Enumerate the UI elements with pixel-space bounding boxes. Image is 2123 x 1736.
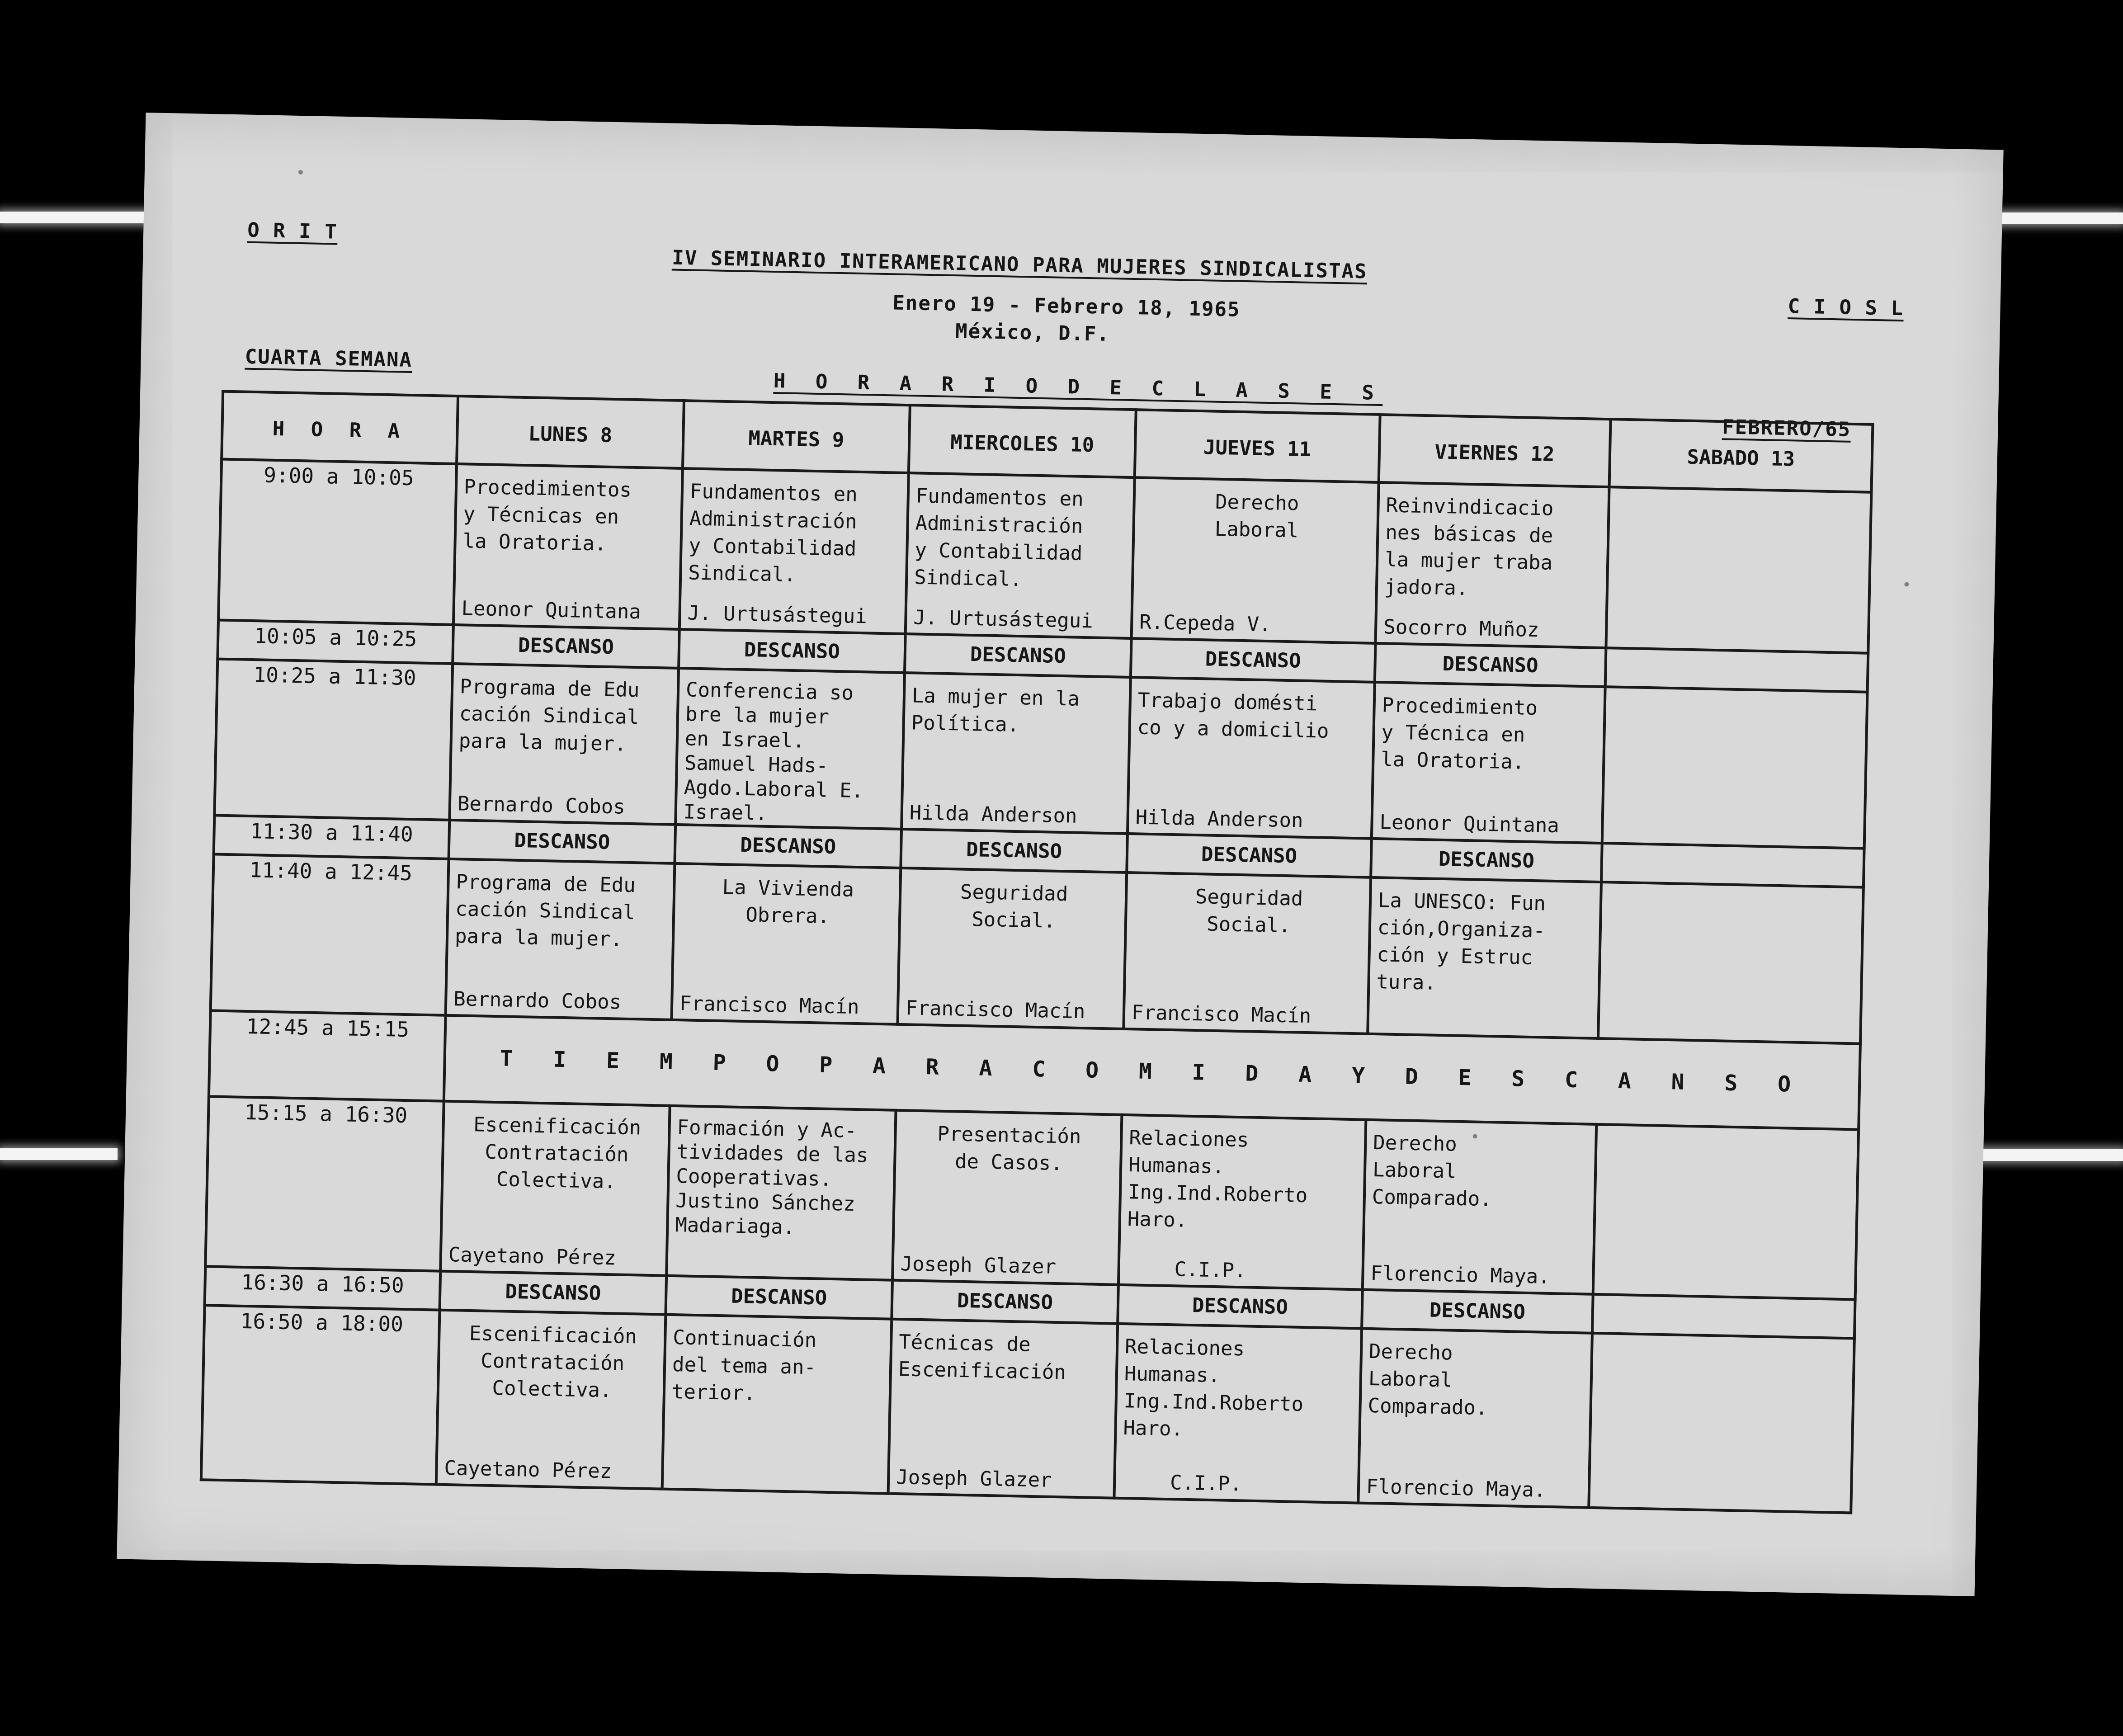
empty-cell (1589, 1333, 1854, 1513)
time-cell: 11:30 a 11:40 (214, 815, 450, 859)
schedule-subtitle: H O R A R I O D E C L A S E S (773, 369, 1383, 405)
day-header: LUNES 8 (457, 396, 684, 468)
class-cell: Formación y Ac- tividades de las Cooperativas. Justino Sánchez Madariaga. (666, 1106, 896, 1280)
class-cell: Programa de Edu cación Sindical para la mujer. Bernardo Cobos (446, 859, 675, 1020)
empty-cell (1601, 843, 1864, 887)
class-cell: Conferencia so bre la mujer en Israel. Samuel Hads- Agdo.Laboral E. Israel. (675, 668, 905, 829)
class-cell: Escenificación Contratación Colectiva. Cayetano Pérez (440, 1101, 670, 1276)
class-cell: Seguridad Social. Francisco Macín (1123, 873, 1371, 1034)
rest-cell: DESCANSO (1131, 638, 1376, 682)
time-cell: 9:00 a 10:05 (218, 459, 457, 625)
class-cell: Programa de Edu cación Sindical para la mujer. Bernardo Cobos (449, 664, 679, 825)
class-row (218, 459, 1871, 653)
month-label: FEBRERO/65 (1722, 415, 1851, 441)
rest-cell: DESCANSO (449, 820, 676, 863)
rest-cell: DESCANSO (1371, 839, 1602, 882)
empty-cell (1598, 882, 1864, 1044)
light-streak (0, 212, 163, 223)
class-row (205, 1096, 1859, 1299)
light-streak (0, 1148, 118, 1160)
class-cell: Derecho Laboral Comparado. Florencio Maya. (1358, 1329, 1592, 1508)
lunch-cell: T I E M P O P A R A C O M I D A Y D E S C A N S O (444, 1015, 1860, 1130)
rest-cell: DESCANSO (901, 829, 1128, 873)
time-cell: 16:50 a 18:00 (201, 1305, 440, 1484)
empty-cell (1592, 1294, 1855, 1339)
rest-cell: DESCANSO (439, 1271, 666, 1315)
class-cell: Derecho Laboral Comparado. Florencio Maya. (1363, 1120, 1596, 1294)
class-cell: Relaciones Humanas. Ing.Ind.Roberto Haro. C.I.P. (1114, 1324, 1362, 1503)
time-cell: 15:15 a 16:30 (205, 1096, 443, 1271)
schedule-document (117, 113, 2003, 1596)
rest-cell: DESCANSO (1362, 1290, 1593, 1333)
class-cell: Técnicas de Escenificación Joseph Glazer (888, 1319, 1118, 1498)
class-cell: Fundamentos en Administración y Contabilidad Sindical. J. Urtusástegui (679, 468, 909, 634)
class-cell: La Vivienda Obrera. Francisco Macín (671, 863, 901, 1024)
class-cell: Continuación del tema an- terior. (662, 1315, 892, 1494)
time-cell: 10:25 a 11:30 (214, 659, 453, 820)
empty-cell (1602, 687, 1868, 849)
time-cell: 16:30 a 16:50 (205, 1266, 441, 1310)
day-header: MARTES 9 (683, 401, 910, 473)
rest-cell: DESCANSO (1118, 1285, 1363, 1329)
empty-cell (1605, 648, 1868, 692)
day-header: JUEVES 11 (1135, 410, 1380, 482)
class-cell: La mujer en la Política. Hilda Anderson (901, 673, 1131, 834)
rest-cell: DESCANSO (665, 1276, 892, 1319)
class-cell: Procedimientos y Técnicas en la Oratoria. Leonor Quintana (453, 464, 683, 629)
rest-cell: DESCANSO (905, 634, 1132, 677)
hour-header: H O R A (222, 392, 458, 464)
org-left: O R I T (247, 218, 338, 244)
rest-cell: DESCANSO (453, 625, 679, 668)
org-right: C I O S L (1788, 295, 1904, 321)
class-cell: Escenificación Contratación Colectiva. Cayetano Pérez (436, 1310, 666, 1489)
class-cell: Presentación de Casos. Joseph Glazer (892, 1110, 1122, 1285)
empty-cell (1593, 1124, 1859, 1300)
class-cell: Fundamentos en Administración y Contabilidad Sindical. J. Urtusástegui (906, 473, 1135, 638)
class-cell: La UNESCO: Fun ción,Organiza- ción y Estruc tura. (1368, 877, 1601, 1038)
class-cell: Trabajo domésti co y a domicilio Hilda Anderson (1128, 677, 1375, 839)
rest-cell: DESCANSO (679, 629, 906, 673)
week-label: CUARTA SEMANA (245, 345, 413, 372)
day-header: MIERCOLES 10 (909, 405, 1136, 477)
class-row (201, 1305, 1854, 1513)
seminar-dates: Enero 19 - Febrero 18, 1965 (892, 291, 1241, 321)
day-header: SABADO 13 (1609, 419, 1873, 492)
class-cell: Reinvindicacio nes básicas de la mujer traba jadora. Socorro Muñoz (1376, 482, 1609, 648)
class-cell: Relaciones Humanas. Ing.Ind.Roberto Haro. C.I.P. (1118, 1115, 1366, 1290)
class-cell: Derecho Laboral R.Cepeda V. (1132, 477, 1379, 643)
rest-cell: DESCANSO (1127, 834, 1372, 877)
rest-cell: DESCANSO (1375, 643, 1606, 687)
time-cell: 12:45 a 15:15 (209, 1010, 446, 1101)
seminar-title: IV SEMINARIO INTERAMERICANO PARA MUJERES SINDICALISTAS (671, 246, 1368, 283)
light-streak (1985, 212, 2123, 224)
empty-cell (1606, 487, 1871, 653)
class-cell: Procedimiento y Técnica en la Oratoria. Leonor Quintana (1372, 682, 1605, 843)
class-cell: Seguridad Social. Francisco Macín (897, 868, 1127, 1029)
rest-cell: DESCANSO (675, 825, 901, 868)
day-header: VIERNES 12 (1379, 415, 1611, 487)
time-cell: 11:40 a 12:45 (211, 854, 449, 1015)
class-schedule-table (200, 390, 1874, 1514)
rest-cell: DESCANSO (892, 1280, 1118, 1324)
seminar-place: México, D.F. (955, 320, 1110, 346)
time-cell: 10:05 a 10:25 (217, 620, 453, 664)
